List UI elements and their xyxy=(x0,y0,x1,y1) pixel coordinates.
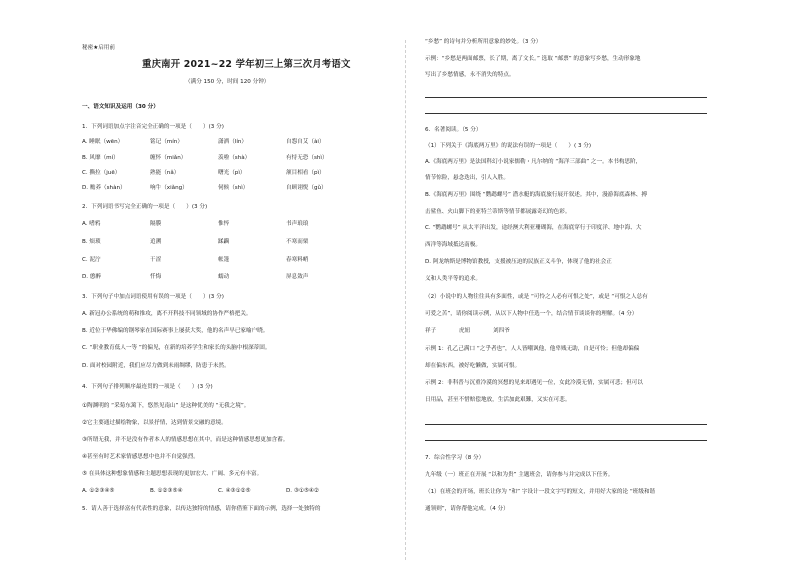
option-cell: 熟能（nǎ） xyxy=(150,170,180,176)
option-cell: 春寒料峭 xyxy=(286,257,309,263)
question-6-option: A.《海底两万里》是法国科幻小说家儒勒・凡尔纳的 “海洋三部曲” 之一。本书构思阶， xyxy=(425,159,642,165)
question-3-option: C. “职业教育低人一等 ”的偏见，在新的培养学生和家长的头脑中根深蒂固。 xyxy=(82,345,271,351)
option-cell: A. ①②③④⑤ xyxy=(82,488,115,494)
q5-example: 写出了乡愁情感，永不消失的特点。 xyxy=(425,72,515,78)
question-1-stem: 1．下列词语加点字注音完全正确的一项是（ ）(3 分) xyxy=(82,124,224,130)
question-4-sentence: ②它主要通过描绘物象，以景抒情，达到情景交融的意境。 xyxy=(82,420,227,426)
question-7-intro: 九年级（一）班正在开展 “以和为贵” 主题班会，请你参与并完成以下任务。 xyxy=(425,472,614,478)
option-cell: D. ③①⑤④② xyxy=(286,488,319,494)
question-4-stem: 4．下列句子排列顺序最连贯的一项是（ ）(3 分) xyxy=(82,384,213,390)
question-6-option: D. 阿龙纳斯是博物馆教授，支援被压迫的民族正义斗争，体现了他的社会正 xyxy=(425,259,612,265)
option-cell: 帐篷 xyxy=(218,257,230,263)
option-cell: 颔目相看（pì） xyxy=(286,170,325,176)
question-4-sentence: ④甚至有时艺术家情感思想中也并不自觉强烈。 xyxy=(82,454,199,460)
secret-label: 秘密★启用前 xyxy=(82,45,115,51)
option-cell: 曙光（pì） xyxy=(218,170,246,176)
example-1: 却在偏东西，被好吃懒做，实属可恨。 xyxy=(425,363,521,369)
option-cell: B. 烦琐 xyxy=(82,239,101,245)
option-cell: 书声琅琅 xyxy=(286,221,309,227)
option-cell: 干涩 xyxy=(150,257,162,263)
option-cell: 蹂躏 xyxy=(218,239,230,245)
example-2: 日用品，甚至不惜赔偿地放，生活加此艰難，又实在可悲。 xyxy=(425,397,571,403)
option-cell: B. ①②③⑤④ xyxy=(150,488,183,494)
question-7-task: 通领则”，请你帮他完成。（4 分） xyxy=(425,506,509,512)
example-1: 示例 1：孔乙己满口 “之乎者也”，人人皆嘲讽他，他卑贱无助，自是可怜；但他却偏偏 xyxy=(425,346,640,352)
option-cell: 屏息敛声 xyxy=(286,274,309,280)
option-cell: 有恃无恐（shì） xyxy=(286,155,328,161)
option-cell: B. 风靡（mí） xyxy=(82,155,119,161)
question-4-sentence: ①陶渊明的 “采菊东篱下，悠然见南山” 是这种优美的 “无我之境”。 xyxy=(82,403,250,409)
q5-continued: “乡愁” 的诗句并分析所用意象的妙处。（3 分） xyxy=(425,39,542,45)
question-4-sentence: ⑤ 在具体这种想象情感和主题思想表现的更加宏大、广阔、多元有丰富。 xyxy=(82,471,263,477)
option-cell: 隔膜 xyxy=(150,221,162,227)
option-cell: 不寒而栗 xyxy=(286,239,309,245)
option-cell: C. 撕拉（juē） xyxy=(82,170,121,176)
option-cell: 自怨自艾（ài） xyxy=(286,139,325,145)
option-cell: 忏悔 xyxy=(150,274,162,280)
answer-line[interactable] xyxy=(425,424,707,425)
option-cell: 自顾诩悦（gǔ） xyxy=(286,185,327,191)
option-cell: 蠕动 xyxy=(218,274,230,280)
character-name: 刘四爷 xyxy=(493,328,510,334)
question-6-option: 西洋等海域抵达南极。 xyxy=(425,242,481,248)
question-7-task: （1）在班会的开场，班长让你为 “和” 字设计一段文字写的短文，并用好大家的论 “班级和谐 xyxy=(425,489,656,495)
question-3-option: D. 面对校园附近，我们应尽力做到未雨绸缪，防患于未然。 xyxy=(82,363,230,369)
option-cell: C. 泥泞 xyxy=(82,257,101,263)
question-6-option: C. “鹦鹉螺号” 从太平洋出发，途经澳大利亚珊瑚海，在海底穿行于印度洋、地中海、大 xyxy=(425,225,642,231)
option-cell: A. 嗜鸦 xyxy=(82,221,101,227)
question-3-option: B. 近位于华佛编的钢琴家在国际赛事上屡获大奖，他的名声早已家喻户晓。 xyxy=(82,328,269,334)
question-6-option: 情节惊险，悬念迭出，引人入胜。 xyxy=(425,175,509,181)
option-cell: D. 憨醉 xyxy=(82,274,102,280)
character-name: 虎妞 xyxy=(459,328,471,334)
option-cell: 铭记（mín） xyxy=(150,139,183,145)
page-title: 重庆南开 2021~22 学年初三上第三次月考语文 xyxy=(142,59,351,70)
answer-line[interactable] xyxy=(425,97,707,98)
question-3-option: A. 新冠办公系统的萌和推攻，离不开科技不同领域的协作严格把关。 xyxy=(82,311,252,317)
answer-line[interactable] xyxy=(425,440,707,441)
option-cell: 响牛（xiǎng） xyxy=(150,185,188,191)
section-heading: 一、语文知识及运用（30 分） xyxy=(82,104,159,110)
column-divider xyxy=(405,40,406,560)
option-cell: A. 睡眠（wēn） xyxy=(82,139,124,145)
option-cell: 惟悴 xyxy=(218,221,230,227)
question-7-stem: 7．综合性学习（8 分） xyxy=(425,455,485,461)
option-cell: C. ④③①②⑤ xyxy=(218,488,251,494)
option-cell: 潇洒（lín） xyxy=(218,139,248,145)
option-cell: 羡啦（shà） xyxy=(218,155,251,161)
q5-example: 示例：“乡愁是两面邮票，长了期，离了文长。” 选取 “邮票” 的意象写乡愁，生动形象地 xyxy=(425,56,641,62)
question-6-option: 义和人类平等的追求。 xyxy=(425,276,481,282)
question-2-stem: 2．下列词语书写完全正确的一项是（ ）(3 分) xyxy=(82,204,208,210)
option-cell: 缠怀（miǎn） xyxy=(150,155,187,161)
question-3-stem: 3．下列句子中加点词语使用有误的一项是（ ）(3 分) xyxy=(82,294,224,300)
option-cell: D. 赡养（shàn） xyxy=(82,185,126,191)
character-name: 祥子 xyxy=(425,328,437,334)
answer-line[interactable] xyxy=(425,113,707,114)
question-4-sentence: ③所谓无我，并不是没有作者本人的情感思想在其中，而是这种情感思想更加含蓄。 xyxy=(82,437,289,443)
question-6-stem: 6．名著阅读。（5 分） xyxy=(425,127,482,133)
question-6-option: B.《海底两万里》围绕 “鹦鹉螺号” 潜水艇的海底旅行展开叙述。其中，漫游海底森林、搏 xyxy=(425,192,647,198)
question-6-sub2: 可爱之苦”，请你阅读示例，从以下人物中任选一个，结合情节谈谈你的理解。（4 分） xyxy=(425,311,638,317)
option-cell: 追溯 xyxy=(150,239,162,245)
question-6-sub2: （2）小说中的人物往往具有多面性，或是 “可怜之人必有可恨之处”，或是 “可恨之人总有 xyxy=(425,294,648,300)
question-6-sub1: （1）下列关于《海底两万里》的说法有误的一项是（ ）( 3 分) xyxy=(425,143,592,149)
example-2: 示例 2：非科普与沉重冷漠的冥想的见来却遇见一位，女此冷漠无情，实属可悲；但可以 xyxy=(425,380,643,386)
page-subtitle: （满分 150 分，时间 120 分钟） xyxy=(185,79,270,85)
question-6-option: 击鲨鱼、火山脚下的亚特兰蒂斯等情节都展露奇幻的色彩。 xyxy=(425,209,571,215)
option-cell: 伺候（shì） xyxy=(218,185,249,191)
question-5-stem: 5．请人善于选择富有代表性的意象，以传达独特的情感，请你借鉴下面的示例，选择一处独特的 xyxy=(82,506,321,512)
